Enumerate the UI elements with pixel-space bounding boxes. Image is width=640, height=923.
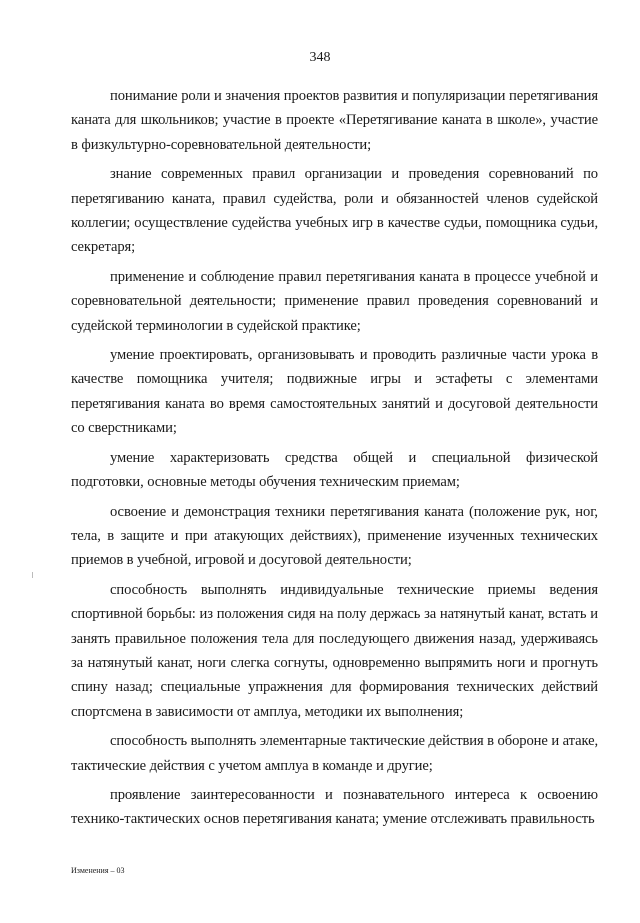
paragraph-2: знание современных правил организации и проведения соревнований по перетягиванию каната, правил судейства, роли и обязанностей членов судейской коллегии; осуществление судейства учебных игр в качестве судьи, помощника судьи, секретаря; [71, 166, 598, 256]
paragraph-1: понимание роли и значения проектов развития и популяризации перетягивания каната для школьников; участие в проекте «Перетягивание каната в школе», участие в физкультурно-соревновательной деятельности; [71, 88, 598, 153]
paragraph-8: способность выполнять элементарные тактические действия в обороне и атаке, тактические действия с учетом амплуа в команде и другие; [71, 733, 598, 774]
paragraph-3: применение и соблюдение правил перетягивания каната в процессе учебной и соревновательной деятельности; применение правил проведения соревнований и судейской терминологии в судейской практике; [71, 268, 598, 334]
paragraph-6: освоение и демонстрация техники перетягивания каната (положение рук, ног, тела, в защите и при атакующих действиях), применение изученных технических приемов в учебной, игровой и досуговой деятельности; [71, 503, 598, 569]
margin-mark [32, 572, 33, 578]
footer-revision: Изменения – 03 [71, 866, 125, 875]
paragraph-4: умение проектировать, организовывать и проводить различные части урока в качестве помощника учителя; подвижные игры и эстафеты с элементами перетягивания каната во время самостоятельных занятий и досуговой деятельности со сверстниками; [71, 347, 598, 437]
paragraph-5: умение характеризовать средства общей и специальной физической подготовки, основные методы обучения техническим приемам; [71, 449, 598, 491]
page-number: 348 [309, 50, 331, 65]
document-body [71, 84, 598, 837]
paragraph-9: проявление заинтересованности и познавательного интереса к освоению технико-тактических основ перетягивания каната; умение отслеживать правильность [71, 786, 598, 828]
paragraph-7: способность выполнять индивидуальные технические приемы ведения спортивной борьбы: из положения сидя на полу держась за натянутый канат, встать и занять правильное положения тела для последующего движения назад, удерживаясь за натянутый канат, ноги слегка согнуты, одновременно выпрямить ноги и прогнуть спину назад; специальные упражнения для формирования технических действий спортсмена в зависимости от амплуа, методики их выполнения; [71, 581, 598, 720]
